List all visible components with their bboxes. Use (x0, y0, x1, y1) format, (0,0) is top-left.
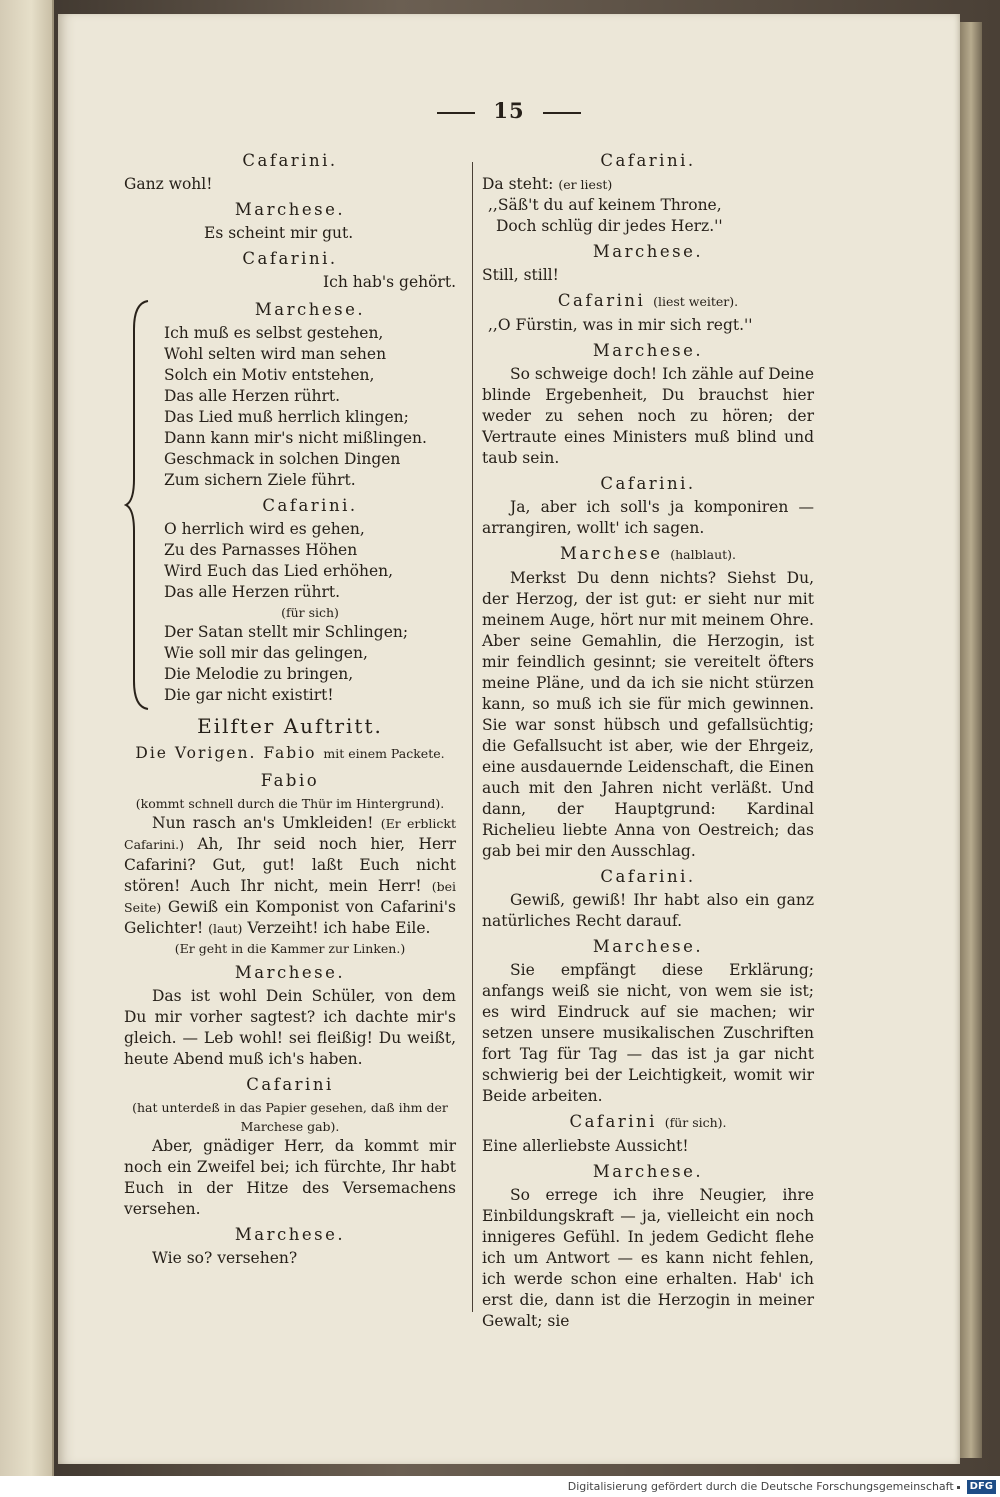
dialogue-paragraph: Merkst Du denn nichts? Siehst Du, der Herzog, der ist gut: er sieht nur mit meinem Auge, hört nur mit meinem Ohre. Aber seine Gemahlin, die Herzogin, ist mir feindlich gesinnt; sie vereitelt öfters meine Pläne, und da ich sie nicht stürzen kann, so muß ich sie für mich gewinnen. Sie war sonst hübsch und gefallsüchtig; die Gefallsucht ist aber, wie der Ehrgeiz, eine ausdauernde Leidenschaft, die Einen auch mit den Jahren nicht verläßt. Und dann, der Hauptgrund: Kardinal Richelieu liebte Anna von Oestreich; das gab bei mir den Ausschlag. (482, 569, 814, 860)
dialogue-line: Still, still! (482, 266, 559, 284)
speech-text: Nun rasch an's Umkleiden! (152, 814, 374, 832)
speech-text: Da steht: (482, 175, 554, 193)
dialogue-paragraph: Ja, aber ich soll's ja komponiren — arrangiren, wollt' ich sagen. (482, 498, 814, 537)
speech-text: Gewiß ein Komponist von Cafarini's Gelichter! (124, 898, 456, 937)
speaker-name: Cafarini. (600, 151, 696, 170)
dialogue-paragraph: Das ist wohl Dein Schüler, von dem Du mir vorher sagtest? ich dachte mir's gleich. — Leb wohl! sei fleißig! Du weißt, heute Abend muß ich's haben. (124, 987, 456, 1068)
stage-direction: (Er geht in die Kammer zur Linken.) (174, 941, 406, 956)
dialogue-line: Ich hab's gehört. (323, 273, 456, 291)
stage-direction: (er liest) (558, 177, 613, 192)
speaker-name: Fabio (260, 771, 320, 790)
dialogue-paragraph: So errege ich ihre Neugier, ihre Einbildungskraft — ja, vielleicht ein noch innigeres Gefühl. In jedem Gedicht flehe ich um Antwort — es kann nicht fehlen, ich werde schon eine erhalten. Hab' ich erst die, dann ist die Herzogin in meiner Gewalt; sie (482, 1186, 814, 1330)
speaker-name: Cafarini. (262, 496, 358, 515)
duet-block (124, 299, 456, 706)
speech-text: Ah, Ihr seid noch hier, Herr Cafarini? Gut, gut! laßt Euch nicht stören! Auch Ihr nicht, mein Herr! (124, 835, 456, 895)
stage-direction: (bei Seite) (124, 879, 456, 915)
book-page (58, 14, 960, 1464)
header-dash-right (543, 112, 581, 114)
speaker-name: Marchese. (592, 1162, 704, 1181)
dialogue-paragraph: Wie so? versehen? (152, 1249, 298, 1267)
speaker-name: Cafarini. (242, 249, 338, 268)
verse-line: Ich muß es selbst gestehen, (164, 324, 384, 342)
footer-text: Digitalisierung gefördert durch die Deutsche Forschungsgemeinschaft (567, 1480, 954, 1493)
quoted-verse: ,,O Fürstin, was in mir sich regt.'' (488, 316, 753, 334)
speaker-name: Cafarini (557, 291, 646, 310)
quoted-verse: ,,Säß't du auf keinem Throne, (488, 196, 722, 214)
stage-direction: (halblaut). (670, 547, 736, 562)
verse-line: Die gar nicht existirt! (164, 686, 334, 704)
dialogue-line: Ganz wohl! (124, 175, 213, 193)
speaker-name: Marchese. (234, 1225, 346, 1244)
stage-direction: mit einem Packete. (323, 746, 445, 761)
stage-direction: (für sich). (664, 1115, 727, 1130)
page-number: 15 (493, 98, 525, 123)
dialogue-paragraph: Gewiß, gewiß! Ihr habt also ein ganz natürliches Recht darauf. (482, 891, 814, 930)
verse-line: Wie soll mir das gelingen, (164, 644, 368, 662)
speaker-name: Marchese (560, 544, 663, 563)
scene-persons-name: Fabio (263, 744, 317, 762)
verse-line: Das alle Herzen rührt. (164, 387, 341, 405)
verse-line: Der Satan stellt mir Schlingen; (164, 623, 409, 641)
page-header (58, 98, 960, 123)
scene-persons-text: Die Vorigen. (135, 744, 257, 762)
speaker-name: Marchese. (592, 242, 704, 261)
dialogue-line (482, 174, 814, 195)
scene-persons (124, 743, 456, 764)
stage-direction: (Er erblickt Cafarini.) (124, 816, 456, 852)
dialogue-line: Es scheint mir gut. (204, 224, 354, 242)
stage-direction: (liest weiter). (653, 294, 739, 309)
stage-direction: (für sich) (281, 605, 339, 620)
dialogue-line: Eine allerliebste Aussicht! (482, 1137, 689, 1155)
dialogue-paragraph: Sie empfängt diese Erklärung; anfangs weiß sie nicht, von wem sie ist; es wird Eindruck auf sie machen; wir setzen unsere musikalischen Zuschriften fort Tag für Tag — das ist ja gar nicht schwierig bei der Leichtigkeit, womit wir Beide arbeiten. (482, 961, 814, 1105)
verse-line: Solch ein Motiv entstehen, (164, 366, 375, 384)
quoted-verse: Doch schlüg dir jedes Herz.'' (496, 217, 723, 235)
verse-line: O herrlich wird es gehen, (164, 520, 365, 538)
page-stack-edge (960, 22, 982, 1458)
dialogue-paragraph: Aber, gnädiger Herr, da kommt mir noch ein Zweifel bei; ich fürchte, Ihr habt Euch in der Hitze des Versemachens versehen. (124, 1137, 456, 1218)
footer-separator (957, 1486, 960, 1489)
speech-text: Verzeiht! ich habe Eile. (247, 919, 431, 937)
speaker-name: Cafarini (569, 1112, 657, 1131)
verse-line: Zum sichern Ziele führt. (164, 471, 356, 489)
speaker-name: Cafarini. (242, 151, 338, 170)
speaker-name: Marchese. (592, 341, 704, 360)
speaker-name: Marchese. (234, 963, 346, 982)
speaker-name: Marchese. (234, 200, 346, 219)
speaker-block (482, 543, 814, 565)
left-column (124, 146, 456, 1269)
dfg-logo-icon: DFG (967, 1480, 996, 1494)
speaker-name: Marchese. (254, 300, 366, 319)
verse-line: Wohl selten wird man sehen (164, 345, 387, 363)
speaker-block (482, 290, 814, 312)
verse-line: Das alle Herzen rührt. (164, 583, 341, 601)
stage-direction: (laut) (208, 921, 243, 936)
right-column (482, 146, 814, 1332)
verse-line: Dann kann mir's nicht mißlingen. (164, 429, 427, 447)
speaker-block (482, 1111, 814, 1133)
speaker-name: Cafarini. (600, 867, 696, 886)
verse-line: Geschmack in solchen Dingen (164, 450, 401, 468)
verse-line: Die Melodie zu bringen, (164, 665, 354, 683)
speaker-name: Cafarini. (600, 474, 696, 493)
stage-direction: (kommt schnell durch die Thür im Hintergrund). (135, 796, 445, 811)
facing-page-edge (0, 0, 54, 1476)
verse-line: Wird Euch das Lied erhöhen, (164, 562, 394, 580)
speaker-name: Cafarini (246, 1075, 334, 1094)
speaker-name: Marchese. (592, 937, 704, 956)
header-dash-left (437, 112, 475, 114)
digitization-footer (0, 1476, 1000, 1497)
dialogue-paragraph (124, 813, 456, 939)
verse-line: Das Lied muß herrlich klingen; (164, 408, 409, 426)
duet-brace (124, 299, 152, 711)
scene-title: Eilfter Auftritt. (197, 714, 383, 738)
verse-line: Zu des Parnasses Höhen (164, 541, 358, 559)
dialogue-paragraph: So schweige doch! Ich zähle auf Deine blinde Ergebenheit, Du brauchst hier weder zu sehen noch zu hören; der Vertraute eines Ministers muß blind und taub sein. (482, 365, 814, 467)
stage-direction: (hat unterdeß in das Papier gesehen, daß ihm der Marchese gab). (132, 1100, 448, 1134)
column-divider (472, 162, 473, 1312)
